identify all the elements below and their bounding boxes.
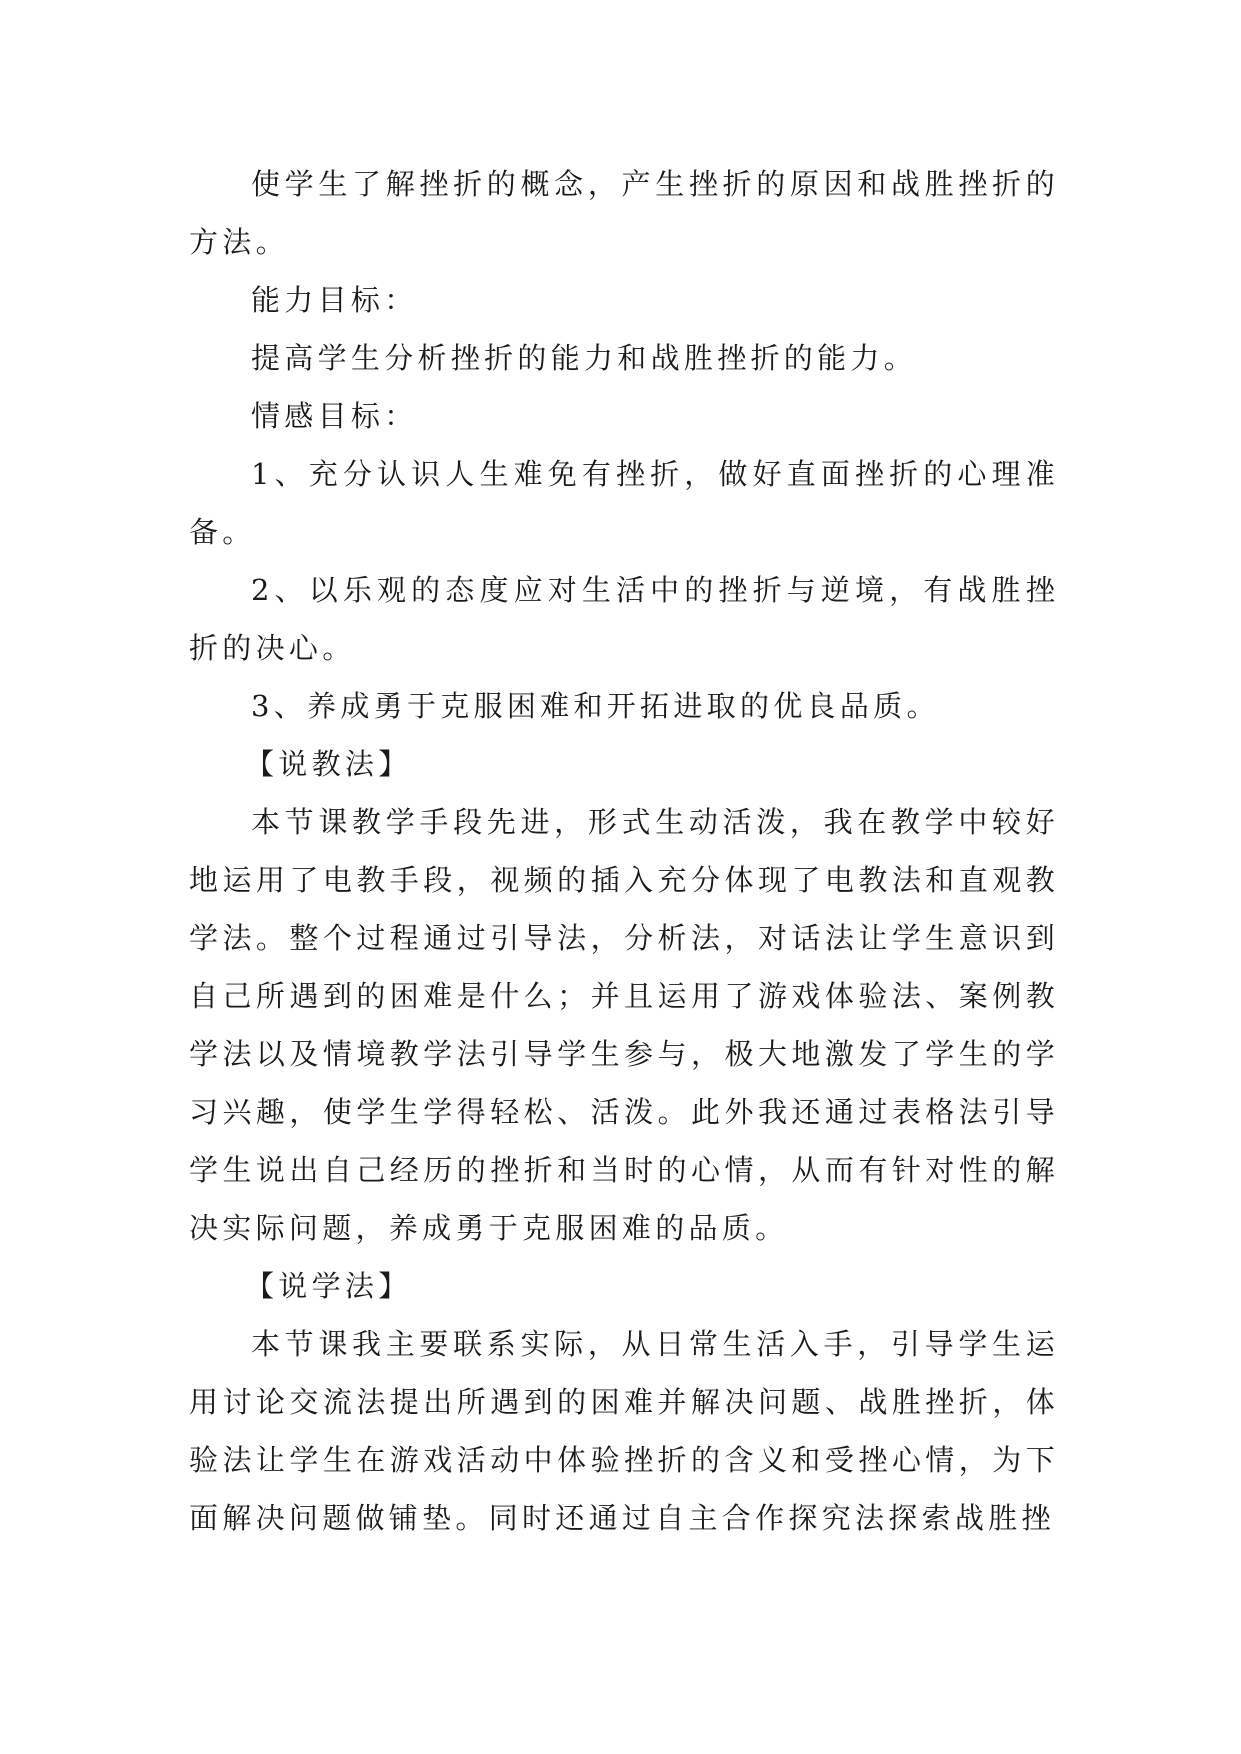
list-item-emotion-1: 1、充分认识人生难免有挫折，做好直面挫折的心理准备。 (189, 457, 1059, 549)
heading-emotion-goal: 情感目标： (251, 399, 418, 433)
paragraph-knowledge-goal: 使学生了解挫折的概念，产生挫折的原因和战胜挫折的方法。 (189, 167, 1059, 259)
paragraph-learning-method: 本节课我主要联系实际，从日常生活入手，引导学生运用讨论交流法提出所遇到的困难并解决问题、战胜挫折，体验法让学生在游戏活动中体验挫折的含义和受挫心情，为下面解决问题做铺垫。同时还通过自主合作探究法探索战胜挫 (189, 1327, 1059, 1535)
document-body (189, 155, 1059, 1547)
list-item-emotion-3: 3、养成勇于克服困难和开拓进取的优良品质。 (251, 689, 940, 723)
heading-ability-goal: 能力目标： (251, 283, 418, 317)
section-heading-teaching-method: 【说教法】 (245, 747, 412, 781)
paragraph-ability-goal: 提高学生分析挫折的能力和战胜挫折的能力。 (251, 341, 918, 375)
section-heading-learning-method: 【说学法】 (245, 1269, 412, 1303)
paragraph-teaching-method: 本节课教学手段先进，形式生动活泼，我在教学中较好地运用了电教手段，视频的插入充分体现了电教法和直观教学法。整个过程通过引导法，分析法，对话法让学生意识到自己所遇到的困难是什么；并且运用了游戏体验法、案例教学法以及情境教学法引导学生参与，极大地激发了学生的学习兴趣，使学生学得轻松、活泼。此外我还通过表格法引导学生说出自己经历的挫折和当时的心情，从而有针对性的解决实际问题，养成勇于克服困难的品质。 (189, 805, 1059, 1245)
list-item-emotion-2: 2、以乐观的态度应对生活中的挫折与逆境，有战胜挫折的决心。 (189, 573, 1059, 665)
